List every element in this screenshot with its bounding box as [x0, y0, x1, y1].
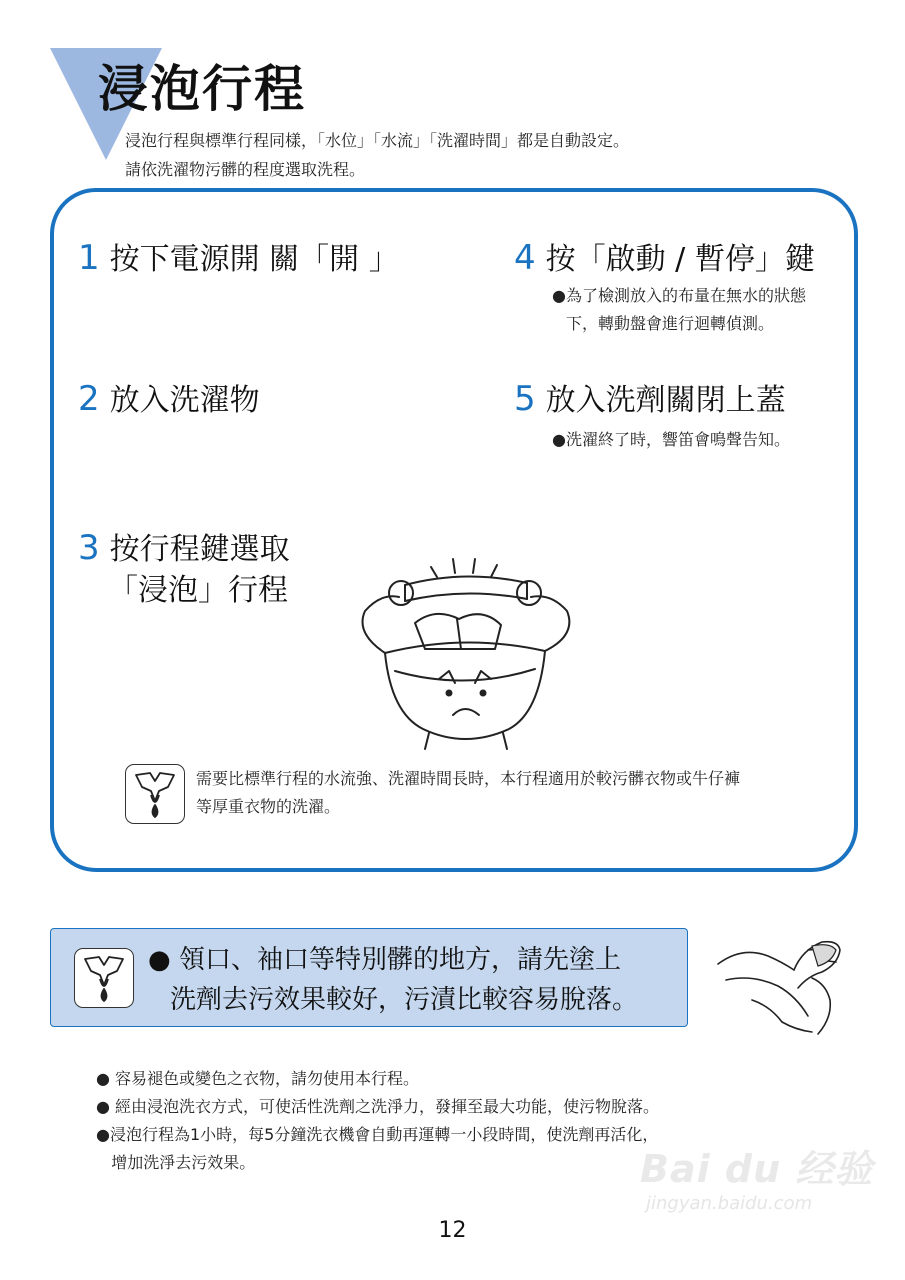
shirt-drip-icon [74, 948, 134, 1008]
step-4-note-1: ●為了檢測放入的布量在無水的狀態 [552, 286, 806, 305]
step-1-number: 1 [78, 238, 100, 278]
step-1-text: 按下電源開 關「開 」 [109, 242, 399, 277]
bullet-1: ● 容易褪色或變色之衣物，請勿使用本行程。 [96, 1069, 420, 1088]
shirt-drip-icon-svg-2 [75, 949, 133, 1007]
step-2 [78, 376, 260, 424]
step-3 [78, 525, 290, 573]
shirt-drip-icon [125, 764, 185, 824]
bullet-3: ●浸泡行程為1小時，每5分鐘洗衣機會自動再運轉一小段時間，使洗劑再活化， [96, 1125, 659, 1144]
step-3-text-line-2: 「浸泡」行程 [108, 573, 288, 608]
page-title: 浸泡行程 [98, 60, 306, 118]
bullet-list [96, 1065, 659, 1177]
page-number: 12 [438, 1218, 467, 1243]
step-2-number: 2 [78, 379, 100, 419]
highlight-line-1: ● 領口、袖口等特別髒的地方，請先塗上 [148, 945, 621, 975]
shirt-drip-icon-svg [126, 765, 184, 823]
step-5-number: 5 [514, 379, 536, 419]
step-4 [514, 235, 815, 283]
hand-collar-illustration [712, 930, 852, 1040]
tip-text [196, 765, 740, 821]
baidu-watermark [640, 1138, 873, 1214]
intro-line-2: 請依洗濯物污髒的程度選取洗程。 [125, 160, 366, 179]
bullet-3-continued: 增加洗淨去污效果。 [96, 1153, 256, 1172]
step-4-number: 4 [514, 238, 536, 278]
step-2-text: 放入洗濯物 [109, 383, 260, 418]
step-3-number: 3 [78, 528, 100, 568]
highlight-line-2: 洗劑去污效果較好，污漬比較容易脫落。 [170, 985, 639, 1016]
tip-line-2: 等厚重衣物的洗濯。 [196, 797, 341, 816]
step-5-text: 放入洗劑關閉上蓋 [545, 383, 786, 418]
step-5 [514, 376, 786, 424]
step-1 [78, 235, 399, 283]
bullet-2: ● 經由浸泡洗衣方式，可使活性洗劑之洗淨力，發揮至最大功能，使污物脫落。 [96, 1097, 660, 1116]
step-5-note-1: ●洗濯終了時，響笛會鳴聲告知。 [552, 430, 790, 449]
step-3-text-line-1: 按行程鍵選取 [109, 532, 290, 567]
intro-line-1: 浸泡行程與標準行程同樣，「水位」「水流」「洗濯時間」都是自動設定。 [125, 131, 630, 150]
tip-line-1: 需要比標準行程的水流強、洗濯時間長時，本行程適用於較污髒衣物或牛仔褲 [196, 769, 741, 788]
step-4-text: 按「啟動 / 暫停」鍵 [545, 242, 815, 277]
washer-character-illustration [345, 553, 585, 753]
watermark-url: jingyan.baidu.com [646, 1193, 813, 1214]
step-4-note-2: 下，轉動盤會進行迴轉偵測。 [566, 314, 775, 333]
highlight-text [148, 940, 638, 1021]
watermark-logo: Bai du 经验 [640, 1147, 874, 1191]
